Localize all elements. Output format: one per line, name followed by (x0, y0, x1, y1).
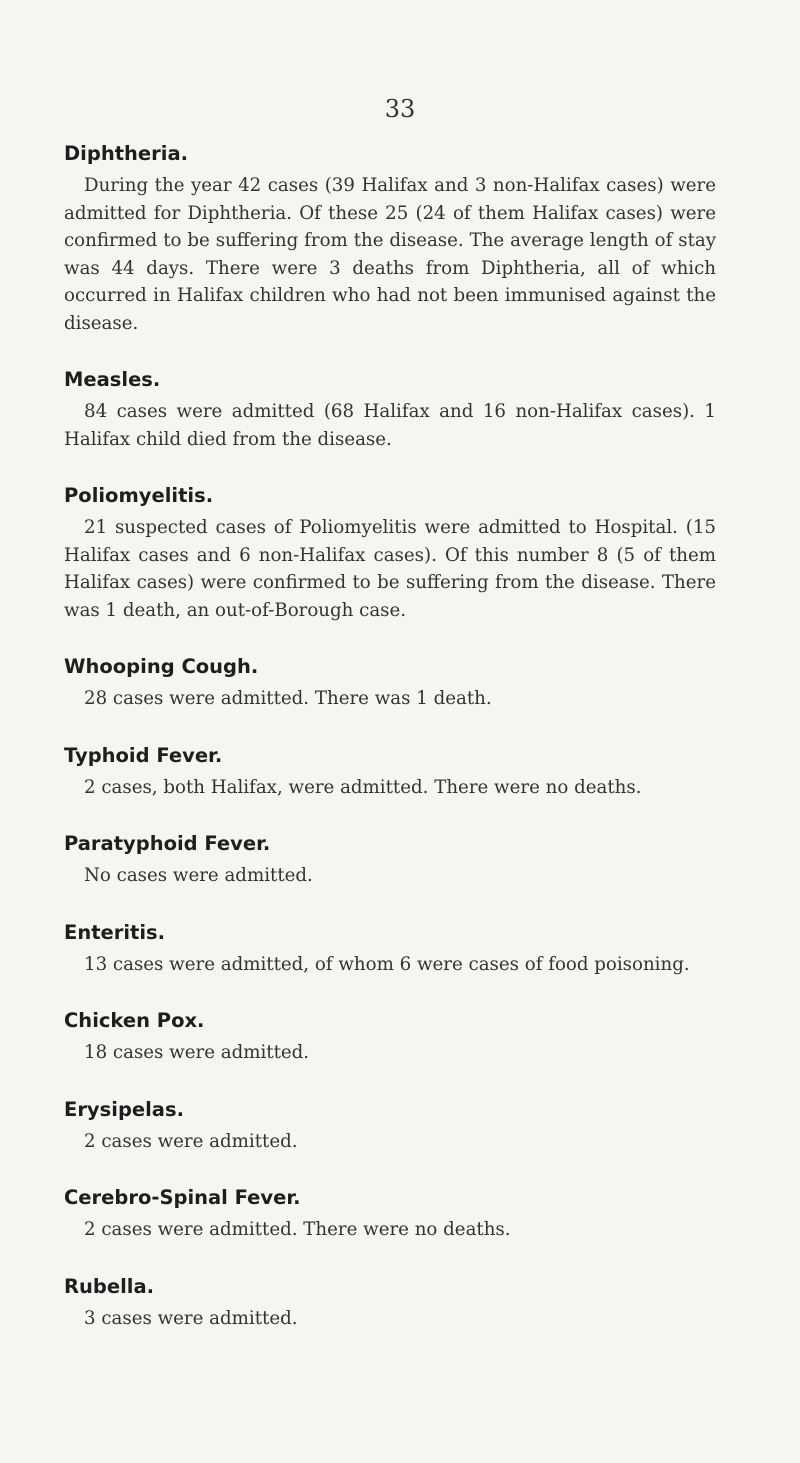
section-whooping-cough (64, 653, 716, 713)
section-erysipelas (64, 1096, 716, 1156)
section-heading: Diphtheria. (64, 142, 189, 165)
section-paratyphoid-fever (64, 830, 716, 890)
section-measles (64, 366, 716, 453)
section-heading: Typhoid Fever. (64, 743, 223, 767)
section-chicken-pox (64, 1007, 716, 1067)
section-heading: Cerebro-Spinal Fever. (64, 1186, 301, 1209)
section-text: No cases were admitted. (84, 865, 313, 886)
section-text: 13 cases were admitted, of whom 6 were cases of food poisoning. (84, 953, 690, 975)
section-heading: Rubella. (64, 1274, 155, 1298)
section-enteritis (64, 919, 716, 979)
section-diphtheria (64, 140, 716, 337)
section-cerebro-spinal-fever (64, 1184, 716, 1244)
section-text: During the year 42 cases (39 Halifax and 3 non-Halifax cases) were admitted for Diphtheria. Of these 25 (24 of them Halifax cases) were confirmed to be suffering from the disease. The average length of stay was 44 days. There were 3 deaths from Diphtheria, all of which occurred in Halifax children who had not been immunised against the disease. (64, 175, 716, 334)
section-text: 2 cases were admitted. (84, 1130, 298, 1152)
document-body (64, 140, 716, 1361)
section-rubella (64, 1273, 716, 1333)
section-text: 84 cases were admitted (68 Halifax and 16 non-Halifax cases). 1 Halifax child died from the disease. (64, 401, 716, 450)
section-text: 21 suspected cases of Poliomyelitis were admitted to Hospital. (15 Halifax cases and 6 non-Halifax cases). Of this number 8 (5 of them Halifax cases) were confirmed to be suffering from the disease. There was 1 death, an out-of-Borough case. (64, 517, 716, 621)
page-number: 33 (384, 95, 416, 123)
section-poliomyelitis (64, 482, 716, 624)
section-heading: Erysipelas. (64, 1097, 184, 1121)
section-heading: Paratyphoid Fever. (64, 832, 271, 855)
section-heading: Poliomyelitis. (64, 484, 214, 507)
section-heading: Enteritis. (64, 920, 166, 944)
section-heading: Whooping Cough. (64, 655, 259, 678)
section-text: 3 cases were admitted. (84, 1307, 298, 1329)
section-typhoid-fever (64, 742, 716, 802)
section-heading: Measles. (64, 368, 161, 391)
section-text: 2 cases, both Halifax, were admitted. There were no deaths. (84, 776, 642, 798)
section-text: 18 cases were admitted. (84, 1042, 310, 1063)
section-text: 2 cases were admitted. There were no deaths. (84, 1219, 511, 1240)
section-heading: Chicken Pox. (64, 1009, 205, 1032)
section-text: 28 cases were admitted. There was 1 death. (84, 688, 492, 709)
